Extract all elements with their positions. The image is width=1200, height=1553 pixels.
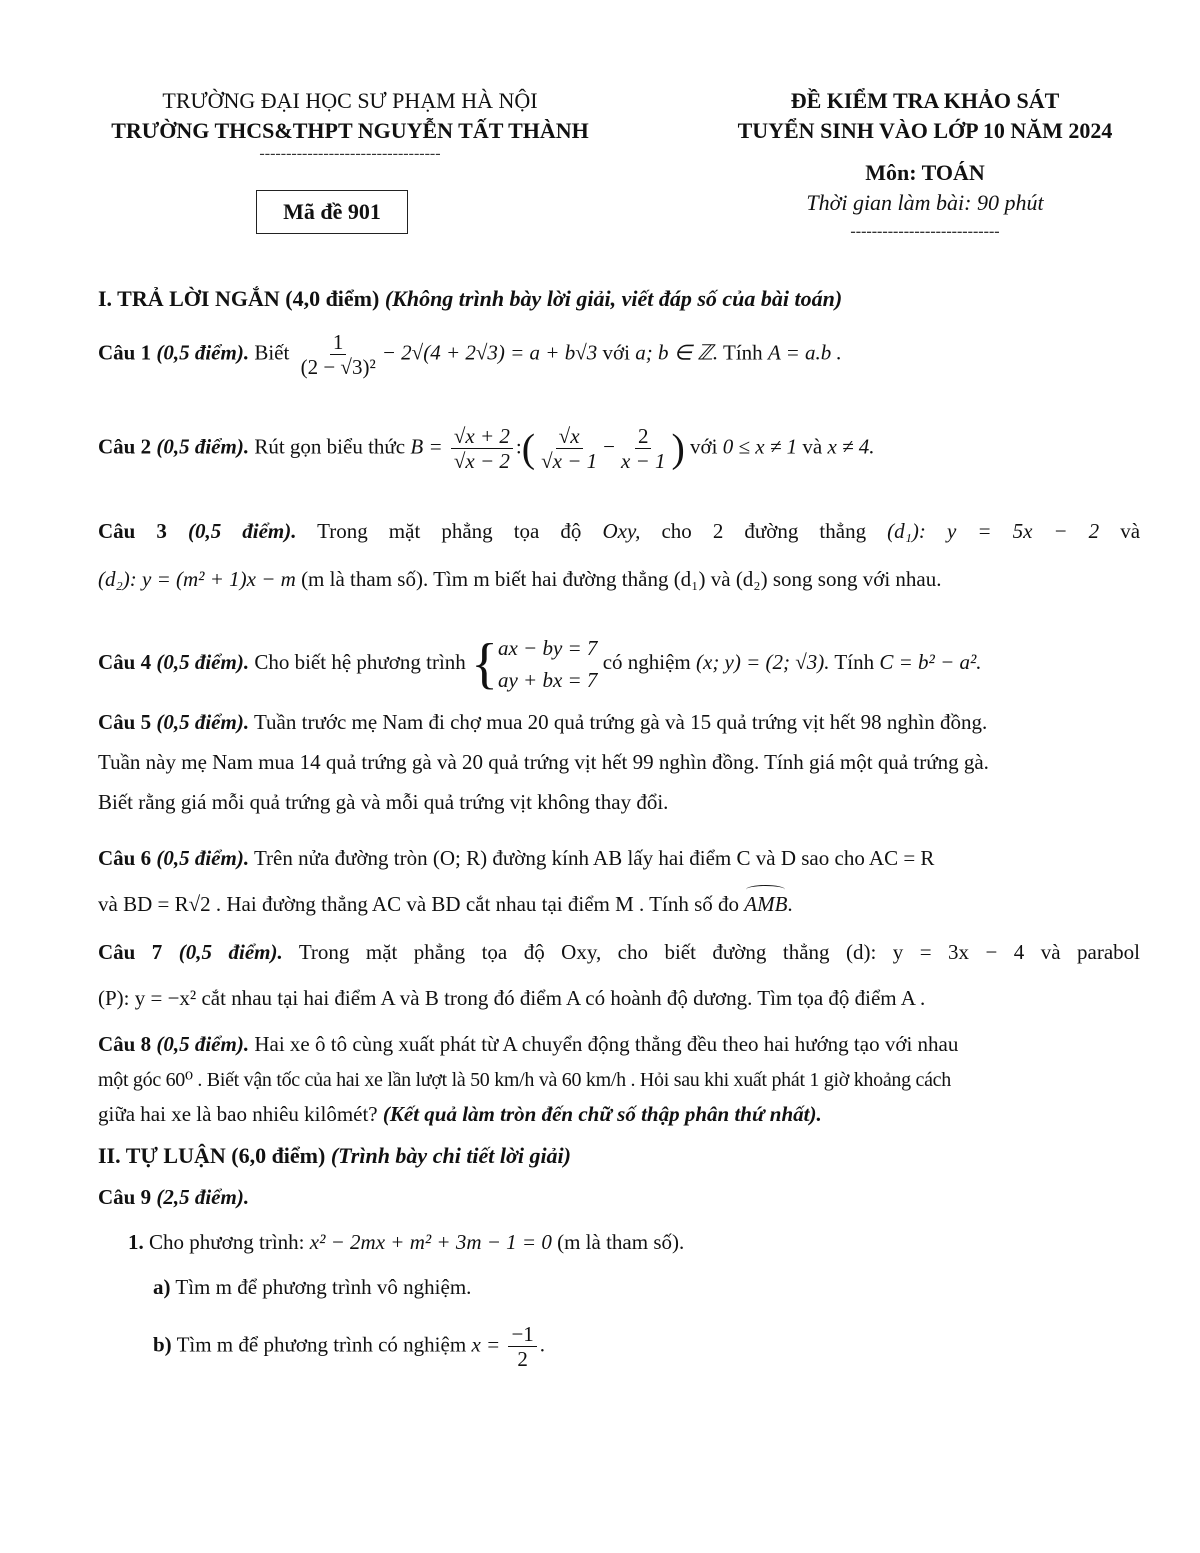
- q1-with: với: [602, 340, 630, 365]
- q2-fraction-3: $\frac{2}{x - 1}$: [620, 424, 666, 474]
- q2-label: Câu 2: [98, 434, 152, 459]
- question-9: [98, 1182, 249, 1212]
- q1-fraction: $\frac{1}{\text{(2 − √3)²}}$: [300, 330, 376, 380]
- q4-brace: {: [471, 633, 498, 695]
- q4-eq-1: ax − by = 7: [497, 636, 598, 660]
- q7-points: (0,5 điểm).: [178, 940, 283, 964]
- header-divider-right: ----------------------------: [850, 223, 1000, 240]
- q3-points: (0,5 điểm).: [187, 519, 297, 543]
- q2-colon: :: [515, 434, 522, 459]
- q9-b-fraction: $\frac{-1}{2}$: [508, 1322, 536, 1371]
- q6-text-2: và BD = R√2 . Hai đường thẳng AC và BD cắt nhau tại điểm M . Tính số đo: [98, 892, 739, 916]
- q3-line-d1: (d₁): y = 5x − 2: [887, 519, 1100, 543]
- q2-fraction-2: $\frac{√x}{√x - 1}$: [541, 424, 598, 474]
- question-7-line-2: (P): y = −x² cắt nhau tại hai điểm A và B trong đó điểm A có hoành độ dương. Tìm tọa độ điểm A .: [98, 986, 926, 1010]
- school-header: [95, 86, 605, 162]
- exam-header: [660, 86, 1190, 240]
- question-3-line-2: [98, 564, 941, 594]
- q4-ask: C = b² − a².: [879, 649, 982, 674]
- question-5-line-1: [98, 707, 987, 737]
- section-1-heading: I. TRẢ LỜI NGẮN (4,0 điểm): [98, 286, 380, 311]
- q4-text: Cho biết hệ phương trình: [254, 649, 466, 674]
- q3-line-d2: (d₂): y = (m² + 1)x − m: [98, 567, 296, 591]
- q4-system: [498, 632, 597, 696]
- question-6-line-2: [98, 889, 793, 919]
- q9-a-text: Tìm m để phương trình vô nghiệm.: [175, 1275, 472, 1299]
- q8-note: (Kết quả làm tròn đến chữ số thập phân thứ nhất).: [382, 1102, 822, 1126]
- question-5-line-2: Tuần này mẹ Nam mua 14 quả trứng gà và 20 quả trứng vịt hết 99 nghìn đồng. Tính giá một quả trứng gà.: [98, 750, 989, 774]
- q3-text-3: (m là tham số). Tìm m biết hai đường thẳng (d₁) và (d₂) song song với nhau.: [301, 567, 942, 591]
- q9-item-1: [128, 1227, 684, 1257]
- section-2-title: [98, 1141, 571, 1171]
- q8-points: (0,5 điểm).: [156, 1032, 250, 1056]
- school-name: TRƯỜNG THCS&THPT NGUYỄN TẤT THÀNH: [111, 118, 589, 143]
- q9-b-label: b): [153, 1332, 172, 1357]
- university-name: TRƯỜNG ĐẠI HỌC SƯ PHẠM HÀ NỘI: [162, 88, 538, 113]
- q9-param-note: (m là tham số).: [557, 1230, 685, 1254]
- q6-angle: AMB: [744, 889, 787, 919]
- q9-part-a: [153, 1272, 471, 1302]
- question-7-line-1: [98, 937, 1140, 967]
- q5-points: (0,5 điểm).: [156, 710, 250, 734]
- q9-part-b: [153, 1322, 545, 1371]
- q8-text-1: Hai xe ô tô cùng xuất phát từ A chuyển động thẳng đều theo hai hướng tạo với nhau: [254, 1032, 959, 1056]
- q3-text-2: cho 2 đường thẳng: [661, 519, 867, 543]
- q2-minus: −: [603, 434, 615, 459]
- exam-title: ĐỀ KIỂM TRA KHẢO SÁT: [790, 88, 1060, 113]
- q2-paren-close: ): [671, 425, 685, 471]
- q3-oxy: Oxy,: [602, 519, 641, 543]
- q9-b-text: Tìm m để phương trình có nghiệm: [176, 1332, 467, 1357]
- q1-points: (0,5 điểm).: [156, 340, 250, 365]
- q9-points: (2,5 điểm).: [156, 1185, 250, 1209]
- q2-condition-1: 0 ≤ x ≠ 1: [722, 434, 798, 459]
- q8-text-3: giữa hai xe là bao nhiêu kilômét?: [98, 1102, 378, 1126]
- q3-label: Câu 3: [98, 519, 167, 543]
- question-8-line-2: một góc 60⁰ . Biết vận tốc của hai xe lần lượt là 50 km/h và 60 km/h . Hỏi sau khi xuất phát 1 giờ khoảng cách: [98, 1069, 951, 1091]
- q1-text: Biết: [254, 340, 290, 365]
- q8-label: Câu 8: [98, 1032, 152, 1056]
- q5-label: Câu 5: [98, 710, 152, 734]
- q4-eq-2: ay + bx = 7: [497, 668, 598, 692]
- q9-a-label: a): [153, 1275, 171, 1299]
- q9-b-period: .: [539, 1332, 546, 1357]
- q7-text-1: Trong mặt phẳng tọa độ Oxy, cho biết đường thẳng (d): y = 3x − 4 và parabol: [298, 940, 1140, 964]
- q1-label: Câu 1: [98, 340, 152, 365]
- q2-paren-open: (: [521, 425, 536, 471]
- q4-solution: (x; y) = (2; √3).: [696, 649, 830, 674]
- q6-points: (0,5 điểm).: [156, 846, 250, 870]
- question-3-line-1: [98, 516, 1140, 546]
- q4-compute: Tính: [834, 649, 875, 674]
- header-divider-left: ----------------------------------: [259, 145, 441, 162]
- q1-expression: − 2√(4 + 2√3) = a + b√3: [381, 340, 598, 365]
- q4-label: Câu 4: [98, 649, 152, 674]
- section-1-note: (Không trình bày lời giải, viết đáp số của bài toán): [384, 286, 843, 311]
- q3-text: Trong mặt phẳng tọa độ: [317, 519, 582, 543]
- question-4: [98, 632, 982, 696]
- q3-and: và: [1120, 519, 1141, 543]
- q6-period: .: [787, 892, 793, 916]
- q9-equation: x² − 2mx + m² + 3m − 1 = 0: [309, 1230, 552, 1254]
- question-8-line-3: [98, 1099, 822, 1129]
- subject: Môn: TOÁN: [865, 160, 985, 185]
- section-1-title: [98, 284, 842, 314]
- duration: Thời gian làm bài: 90 phút: [806, 190, 1044, 215]
- question-5-line-3: Biết rằng giá mỗi quả trứng gà và mỗi quả trứng vịt không thay đổi.: [98, 790, 669, 814]
- q4-points: (0,5 điểm).: [156, 649, 250, 674]
- question-2: [98, 424, 875, 473]
- q9-b-x: x =: [471, 1332, 501, 1357]
- q9-item-1-number: 1.: [128, 1230, 144, 1254]
- section-2-heading: II. TỰ LUẬN (6,0 điểm): [98, 1143, 326, 1168]
- q2-b: B =: [410, 434, 443, 459]
- q2-text: Rút gọn biểu thức: [254, 434, 406, 459]
- q2-condition-2: x ≠ 4.: [827, 434, 875, 459]
- exam-code-box: Mã đề 901: [256, 190, 408, 234]
- q9-item-1-text: Cho phương trình:: [149, 1230, 305, 1254]
- q7-label: Câu 7: [98, 940, 163, 964]
- question-8-line-1: [98, 1029, 958, 1059]
- q9-label: Câu 9: [98, 1185, 152, 1209]
- q6-text-1: Trên nửa đường tròn (O; R) đường kính AB lấy hai điểm C và D sao cho AC = R: [253, 846, 935, 870]
- q1-compute: Tính: [723, 340, 763, 365]
- question-1: [98, 330, 842, 379]
- q2-fraction-1: $\frac{√x + 2}{√x - 2}$: [451, 424, 513, 473]
- question-6-line-1: [98, 843, 934, 873]
- q4-text-2: có nghiệm: [602, 649, 691, 674]
- q6-label: Câu 6: [98, 846, 152, 870]
- q1-ask: A = a.b .: [767, 340, 842, 365]
- exam-subtitle: TUYỂN SINH VÀO LỚP 10 NĂM 2024: [737, 118, 1113, 143]
- q5-text-1: Tuần trước mẹ Nam đi chợ mua 20 quả trứng gà và 15 quả trứng vịt hết 98 nghìn đồng.: [253, 710, 988, 734]
- q1-condition: a; b ∈ ℤ.: [635, 340, 719, 365]
- q2-and: và: [802, 434, 823, 459]
- q2-points: (0,5 điểm).: [156, 434, 250, 459]
- q2-with: với: [690, 434, 718, 459]
- section-2-note: (Trình bày chi tiết lời giải): [330, 1143, 571, 1168]
